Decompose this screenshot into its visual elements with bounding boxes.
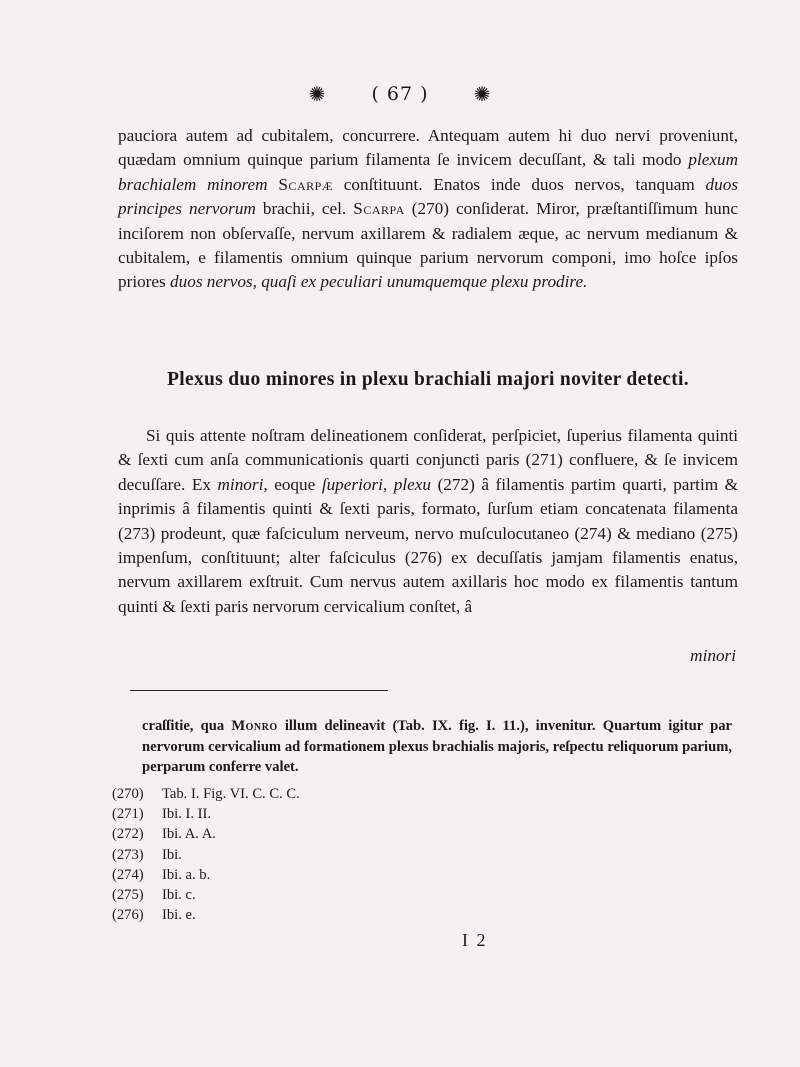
paragraph1-segment: duos principes nervorum — [118, 174, 739, 219]
footnote-text: Ibi. A. A. — [162, 826, 216, 843]
section-heading: Plexus duo minores in plexu brachiali majori noviter deteсti. — [167, 369, 689, 390]
paragraph2-segment: minori, — [217, 474, 268, 494]
paragraph1-segment — [268, 175, 279, 194]
running-header — [0, 82, 800, 106]
footnote-text: Ibi. c. — [162, 887, 196, 904]
footnote-text: Ibi. — [162, 846, 182, 863]
footnote-item — [112, 784, 300, 804]
paragraph2-segment: eoque — [267, 474, 322, 494]
signature-mark: I 2 — [462, 930, 488, 950]
footnote-item — [112, 885, 300, 905]
footnote-ref: (275) — [112, 887, 144, 904]
paragraph1-segment: plexum brachialem minorem — [118, 150, 738, 194]
paragraph1-segment: duos nervos, quaſi ex peculiari unumquemque plexu prodire. — [170, 272, 588, 292]
footnote-list — [112, 784, 300, 925]
footnote-ref: (270) — [112, 786, 144, 802]
footnote-text: Tab. I. Fig. VI. C. C. C. — [162, 786, 300, 802]
paragraph1-segment: Scarpæ — [278, 174, 333, 194]
footnote-item — [112, 845, 300, 865]
footnote-ref: (273) — [112, 846, 144, 863]
footnote-text: Ibi. e. — [162, 907, 196, 924]
paragraph1-segment: Scarpa — [353, 199, 405, 219]
footnote-item — [112, 905, 300, 925]
footnote-ref: (272) — [112, 826, 144, 843]
footnote-item — [112, 865, 300, 885]
footnote-item — [112, 804, 300, 824]
paragraph2-segment: Si quis attente noſtram delineationem conſiderat, perſpiciet, ſuperius filamenta quinti & ſexti cum anſa communicationis quarti conjunсti paris (271) confluere, & ſe invicem decuſſare. Ex — [118, 426, 738, 494]
paragraph1-segment: brachii, cel. — [255, 199, 354, 219]
footnote_continuation-segment: illum delineavit (Tab. IX. fig. I. 11.), invenitur. Quartum igitur par nervorum cervicalium ad formationem plexus brachialis majoris, reſpeсtu reliquorum parium, perparum conferre valet. — [142, 718, 732, 775]
paragraph1-segment: (270) conſiderat. Miror, præſtantiſſimum hunc inciſorem non obſervaſſe, nervum axillarem & radialem æque, ac nervum medianum & cubitalem, e filamentis omnium quinque parium nervorum componi, imo hoſce ipſos priores — [118, 199, 739, 292]
paragraph-1 — [118, 124, 738, 295]
paragraph-2 — [118, 424, 738, 619]
footnote_continuation-segment: craſſitie, qua — [142, 718, 232, 734]
left-ornament-icon: ✺ — [308, 82, 327, 106]
footnote-ref: (271) — [112, 806, 144, 823]
right-ornament-icon: ✺ — [473, 82, 492, 106]
footnote-rule — [130, 690, 388, 691]
paragraph1-segment: pauciora autem ad cubitalem, concurrere. Antequam autem hi duo nervi proveniunt, quædam omnium quinque parium filamenta ſe invicem decuſſant, & tali modo — [118, 126, 738, 170]
catchword: minori — [690, 646, 736, 665]
footnote-ref: (276) — [112, 907, 144, 924]
footnote_continuation-segment: Monro — [231, 718, 278, 734]
footnote-text: Ibi. a. b. — [162, 866, 211, 883]
paragraph2-segment: (272) â filamentis partim quarti, partim & inprimis â filamentis quinti & ſexti paris, formato, ſurſum etiam concatenata filamenta (273) prodeunt, quæ faſciculum nerveum, nervo muſculocutaneo (274) & mediano (275) impenſum, conſtituunt; alter faſciculus (276) ex decuſſatis jamjam filamentis enatus, nervum axillarem exſtruit. Cum nervus autem axillaris hoc modo ex filamentis tantum quinti & ſexti paris nervorum cervicalium conſtet, â — [118, 474, 739, 616]
footnote-item — [112, 824, 300, 844]
footnote-ref: (274) — [112, 866, 144, 883]
page-number: ( 67 ) — [371, 83, 429, 105]
paragraph1-segment: conſtituunt. Enatos inde duos nervos, tanquam — [332, 174, 706, 194]
footnote-text: Ibi. I. II. — [162, 806, 212, 823]
footnote-continuation — [142, 716, 732, 778]
paragraph2-segment: ſuperiori, plexu — [321, 474, 432, 494]
